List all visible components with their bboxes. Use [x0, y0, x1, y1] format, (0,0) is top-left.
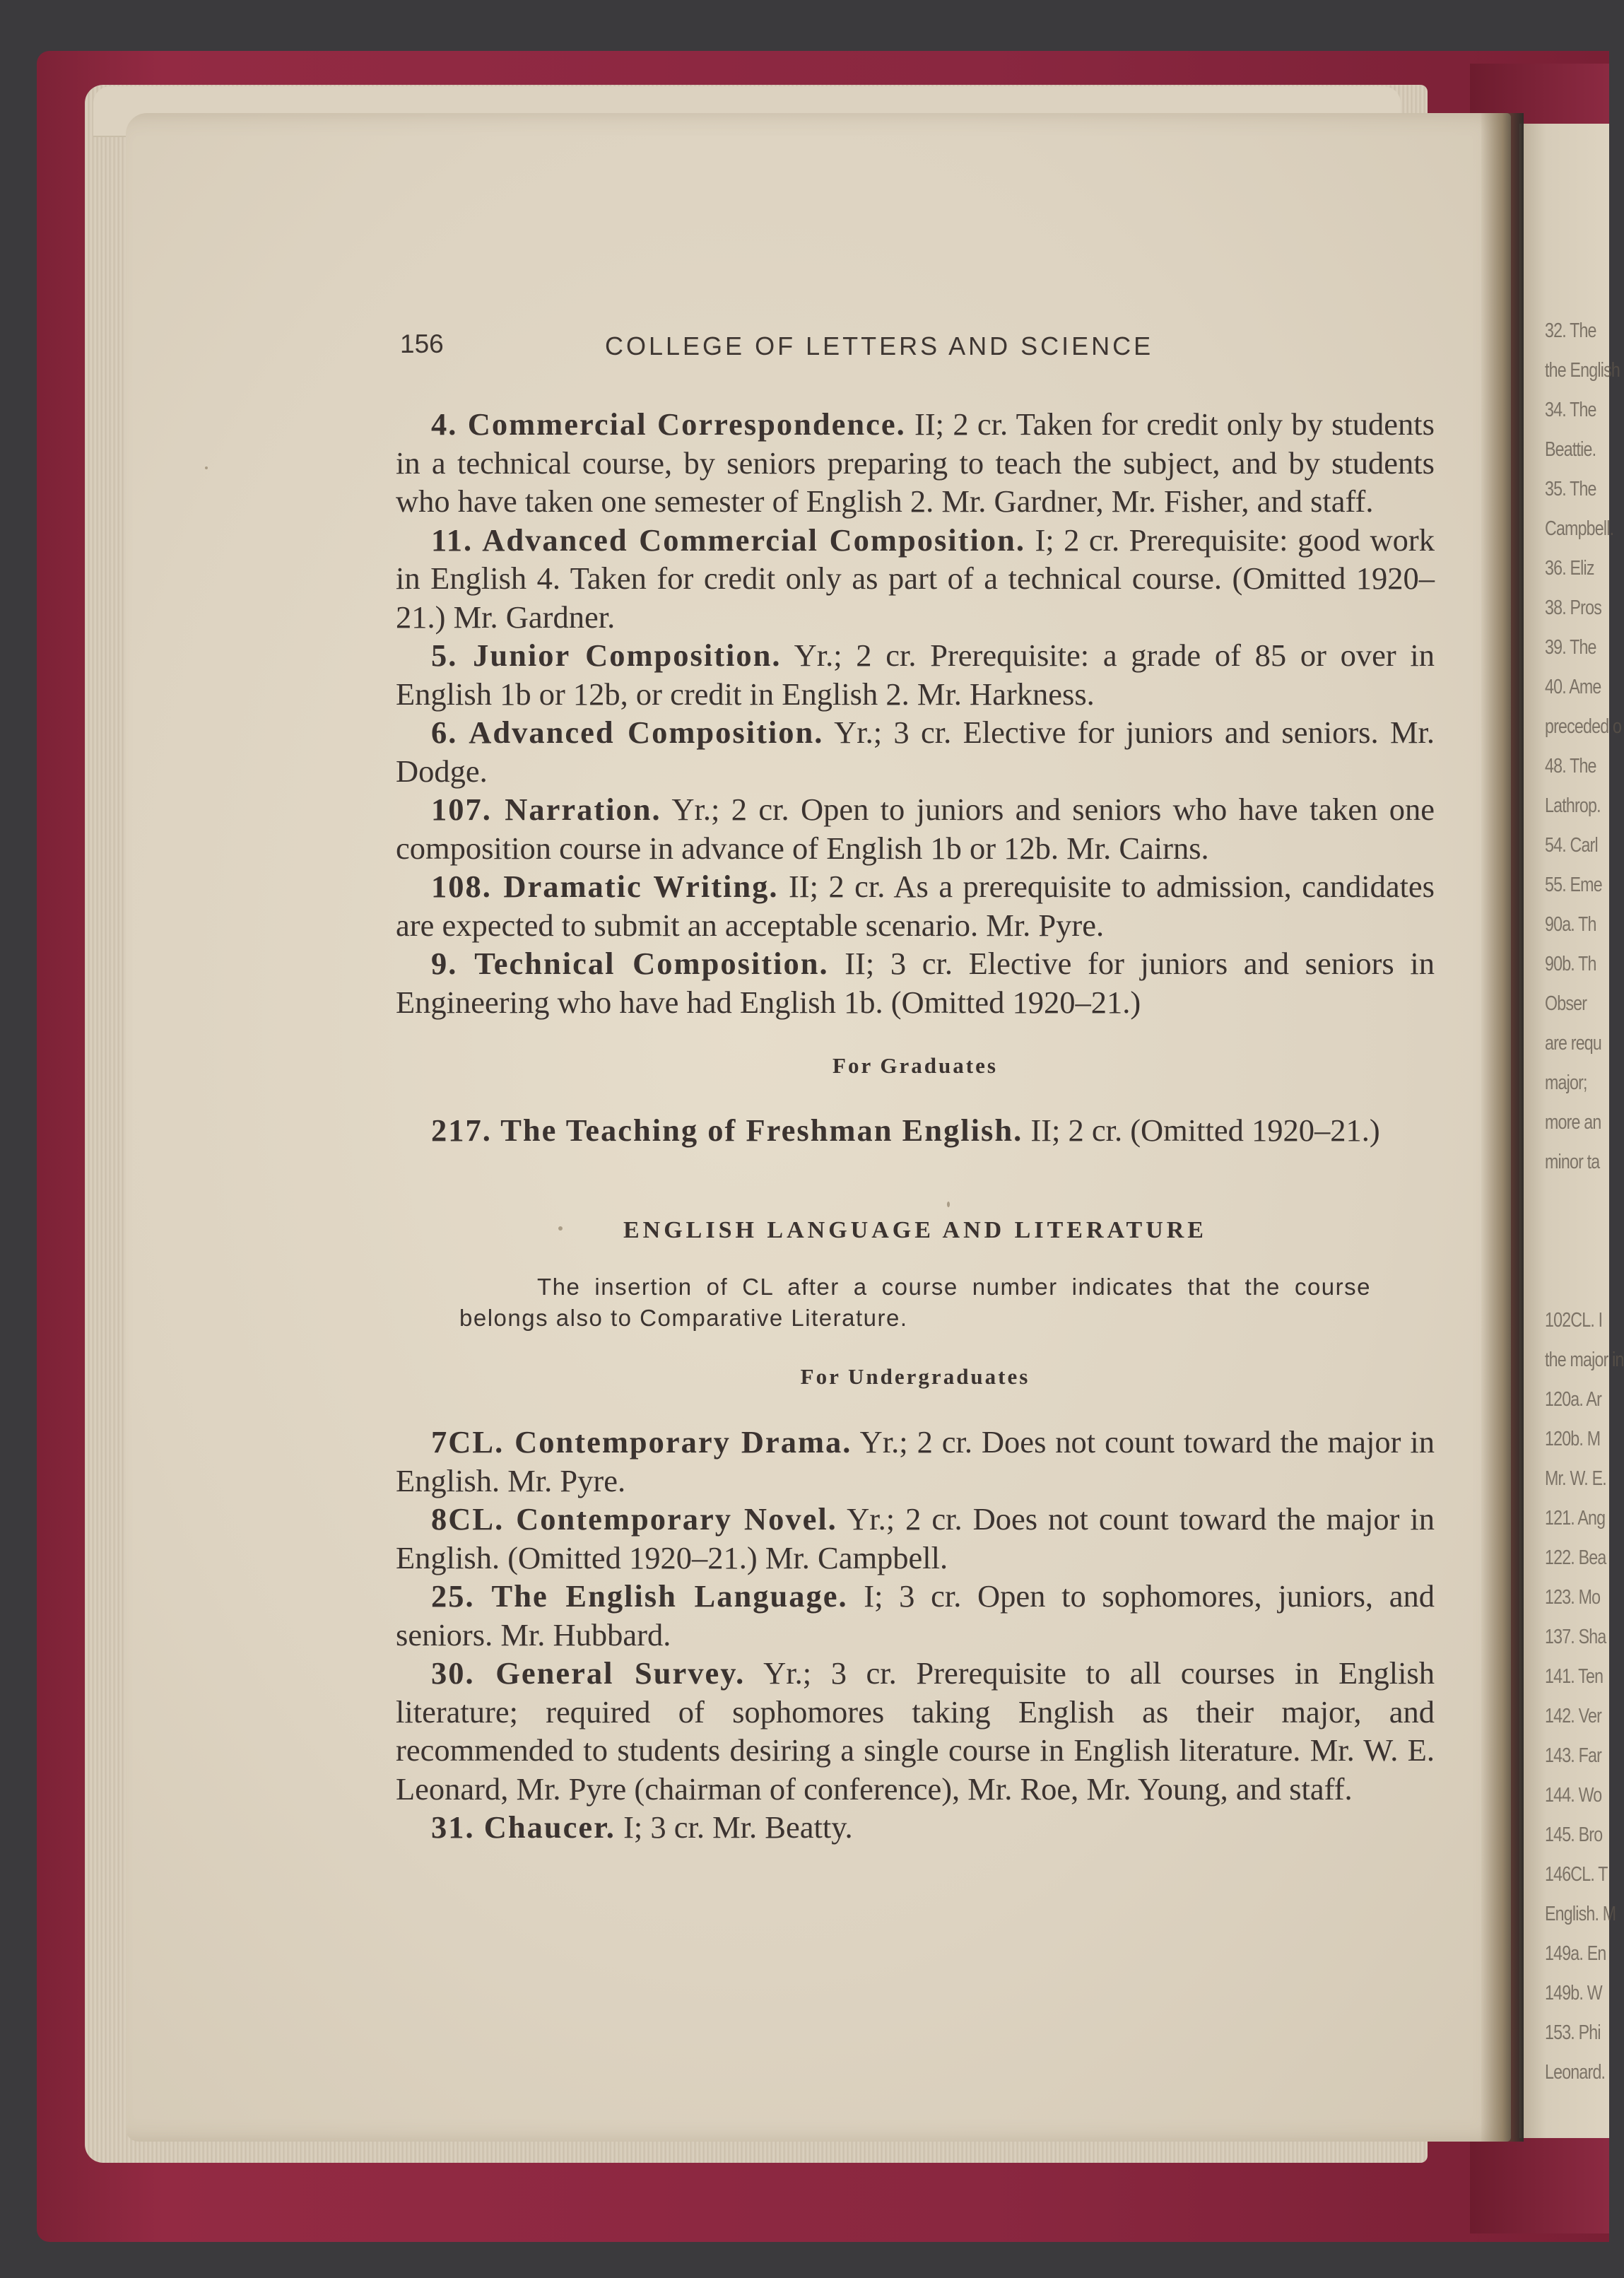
course-description: Yr.; 2 cr. Does not count toward the major in English. (Omitted 1920–21.) Mr. Campbell. — [396, 1501, 1435, 1575]
facing-page-fragment: 102CL. I — [1545, 1309, 1603, 1332]
facing-page-fragment: the major in — [1545, 1349, 1624, 1371]
course-entry — [396, 1111, 1435, 1150]
facing-page-fragment: 121. Ang — [1545, 1507, 1606, 1530]
course-description: Yr.; 2 cr. Does not count toward the major in English. Mr. Pyre. — [396, 1424, 1435, 1498]
facing-page-fragment — [1545, 1182, 1596, 1221]
facing-page-fragment: Mr. W. E. — [1545, 1467, 1606, 1490]
facing-page-fragment: Leonard. — [1545, 2061, 1606, 2084]
course-title: 31. Chaucer. — [431, 1809, 616, 1845]
facing-page-fragment: 137. Sha — [1545, 1626, 1606, 1648]
course-description: II; 2 cr. (Omitted 1920–21.) — [1023, 1112, 1380, 1148]
course-entry — [396, 1808, 1435, 1847]
facing-page-fragment: Obser — [1545, 992, 1587, 1015]
course-title: 8CL. Contemporary Novel. — [431, 1501, 837, 1537]
course-entry — [396, 521, 1435, 637]
facing-page-fragment: major; — [1545, 1072, 1587, 1094]
facing-page-fragment: English. M — [1545, 1903, 1616, 1925]
course-title: 4. Commercial Correspondence. — [431, 406, 906, 442]
book-gutter — [1481, 113, 1524, 2142]
facing-page-fragment: Campbell. — [1545, 517, 1614, 540]
course-description: II; 3 cr. Elective for juniors and seniors in Engineering who have had English 1b. (Omitted 1920–21.) — [396, 946, 1435, 1020]
facing-page-fragment: 35. The — [1545, 478, 1596, 500]
facing-page-fragment: 39. The — [1545, 636, 1596, 659]
facing-page-fragment: 145. Bro — [1545, 1824, 1603, 1846]
facing-page-fragment: 40. Ame — [1545, 676, 1601, 698]
facing-page-fragment: 32. The — [1545, 319, 1596, 342]
facing-page-fragment: the English — [1545, 359, 1620, 382]
course-description: Yr.; 2 cr. Prerequisite: a grade of 85 or over in English 1b or 12b, or credit in English 2. Mr. Harkness. — [396, 638, 1435, 712]
facing-page-fragment: 54. Carl — [1545, 834, 1598, 857]
course-list-composition — [396, 405, 1435, 1021]
section-note: The insertion of CL after a course number indicates that the course belongs also to Comparative Literature. — [459, 1273, 1371, 1331]
course-description: II; 2 cr. As a prerequisite to admission, candidates are expected to submit an acceptable scenario. Mr. Pyre. — [396, 869, 1435, 943]
facing-page-fragment: Beattie. — [1545, 438, 1596, 461]
course-entry — [396, 713, 1435, 790]
facing-page-fragment: minor ta — [1545, 1151, 1600, 1173]
course-title: 107. Narration. — [431, 792, 661, 827]
course-entry — [396, 1423, 1435, 1500]
facing-page-fragment: 123. Mo — [1545, 1586, 1601, 1609]
facing-page-fragment: 143. Far — [1545, 1744, 1601, 1767]
facing-page-fragment: more an — [1545, 1111, 1601, 1134]
course-entry — [396, 1577, 1435, 1654]
section-heading: ENGLISH LANGUAGE AND LITERATURE — [623, 1217, 1207, 1243]
facing-page-text — [1545, 311, 1624, 2084]
course-title: 108. Dramatic Writing. — [431, 869, 779, 904]
course-description: Yr.; 3 cr. Elective for juniors and seniors. Mr. Dodge. — [396, 715, 1435, 789]
course-entry — [396, 1654, 1435, 1808]
course-description: I; 3 cr. Mr. Beatty. — [615, 1809, 853, 1845]
running-head-title: COLLEGE OF LETTERS AND SCIENCE — [605, 331, 1154, 360]
course-title: 5. Junior Composition. — [431, 638, 782, 673]
facing-page-fragment: 55. Eme — [1545, 874, 1602, 896]
course-title: 30. General Survey. — [431, 1655, 746, 1691]
course-entry — [396, 405, 1435, 521]
facing-page-fragment: 146CL. T — [1545, 1863, 1608, 1886]
facing-page-fragment: 34. The — [1545, 399, 1596, 421]
course-title: 7CL. Contemporary Drama. — [431, 1424, 852, 1460]
facing-page-fragment: 153. Phi — [1545, 2021, 1601, 2044]
facing-page-fragment — [1545, 1261, 1596, 1301]
course-description: I; 3 cr. Open to sophomores, juniors, and seniors. Mr. Hubbard. — [396, 1578, 1435, 1652]
page-content — [396, 405, 1435, 1847]
course-entry — [396, 867, 1435, 944]
facing-page-fragment: 36. Eliz — [1545, 557, 1594, 580]
course-title: 25. The English Language. — [431, 1578, 848, 1614]
course-description: II; 2 cr. Taken for credit only by students in a technical course, by seniors preparing to teach the subject, and by students who have taken one semester of English 2. Mr. Gardner, Mr. Fisher, and staff. — [396, 406, 1435, 519]
for-graduates-heading: For Graduates — [832, 1053, 998, 1078]
facing-page-fragment: 149a. En — [1545, 1942, 1606, 1965]
course-list-literature — [396, 1423, 1435, 1847]
course-entry — [396, 636, 1435, 713]
facing-page-fragment: 120b. M — [1545, 1428, 1601, 1450]
course-entry — [396, 1500, 1435, 1577]
facing-page-fragment: are requ — [1545, 1032, 1602, 1055]
course-entry — [396, 790, 1435, 867]
course-description: Yr.; 3 cr. Prerequisite to all courses in English literature; required of sophomores taking English as their major, and recommended to students desiring a single course in English literature. Mr. W. E. Leonard, Mr. Pyre (chairman of conference), Mr. Roe, Mr. Young, and staff. — [396, 1655, 1435, 1807]
page-number: 156 — [400, 329, 444, 358]
facing-page-fragment: 90b. Th — [1545, 953, 1596, 975]
course-description: Yr.; 2 cr. Open to juniors and seniors who have taken one composition course in advance of English 1b or 12b. Mr. Cairns. — [396, 792, 1435, 866]
facing-page-fragment: 120a. Ar — [1545, 1388, 1602, 1411]
facing-page-fragment: Lathrop. — [1545, 794, 1601, 817]
facing-page-fragment — [1545, 1221, 1596, 1261]
running-head — [400, 329, 1234, 365]
course-entry — [396, 944, 1435, 1021]
facing-page-fragment: 149b. W — [1545, 1982, 1602, 2004]
facing-page-fragment: 142. Ver — [1545, 1705, 1602, 1727]
paper-speck — [205, 466, 208, 469]
facing-page-fragment: 90a. Th — [1545, 913, 1596, 936]
course-title: 217. The Teaching of Freshman English. — [431, 1112, 1023, 1148]
course-description: I; 2 cr. Prerequisite: good work in English 4. Taken for credit only as part of a technical course. (Omitted 1920–21.) Mr. Gardner. — [396, 522, 1435, 635]
course-title: 6. Advanced Composition. — [431, 715, 824, 750]
facing-page-fragment: preceded o — [1545, 715, 1622, 738]
course-title: 11. Advanced Commercial Composition. — [431, 522, 1025, 558]
facing-page-fragment: 144. Wo — [1545, 1784, 1602, 1807]
facing-page-fragment: 141. Ten — [1545, 1665, 1604, 1688]
facing-page-fragment: 48. The — [1545, 755, 1596, 777]
for-undergraduates-heading: For Undergraduates — [800, 1363, 1030, 1389]
course-title: 9. Technical Composition. — [431, 946, 829, 981]
facing-page-fragment: 122. Bea — [1545, 1546, 1606, 1569]
facing-page-fragment: 38. Pros — [1545, 597, 1601, 619]
